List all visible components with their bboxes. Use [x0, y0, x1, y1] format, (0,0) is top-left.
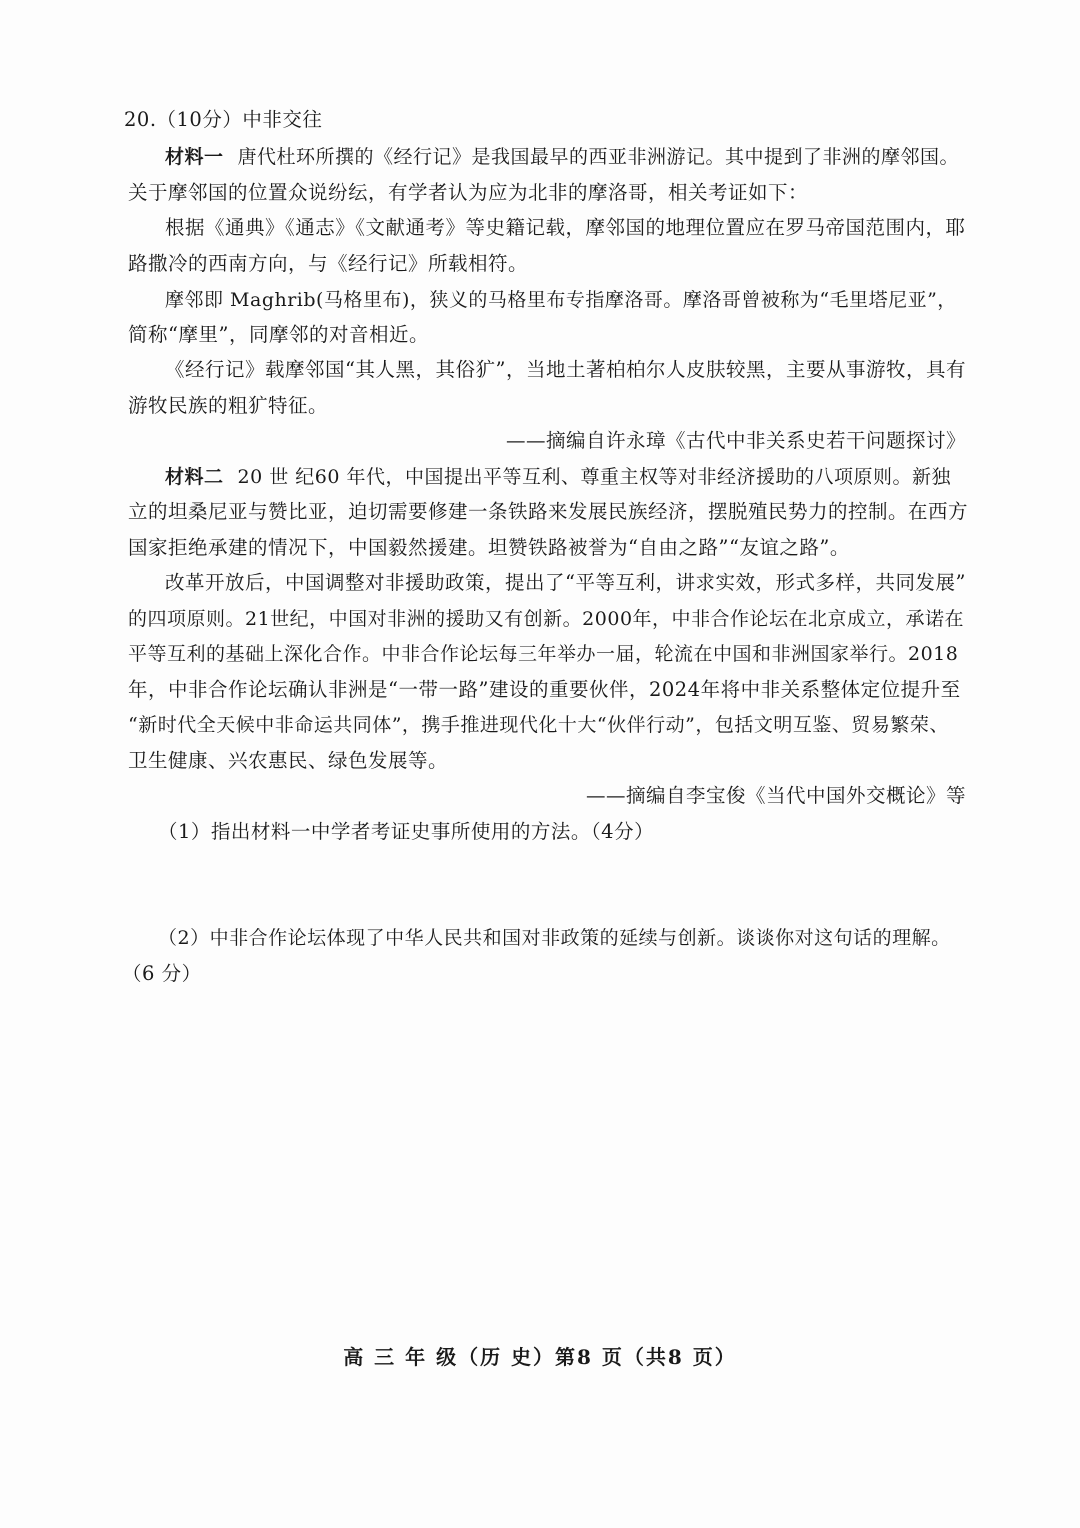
material2-line-6: 平等互利的基础上深化合作。中非合作论坛每三年举办一届，轮流在中国和非洲国家举行。2018: [128, 643, 959, 665]
material2-label: 材料二: [165, 466, 224, 488]
material1-source: ——摘编自许永璋《古代中非关系史若干问题探讨》: [505, 429, 966, 452]
question-header: 20.（10分）中非交往: [124, 108, 323, 131]
material2-line-4: 改革开放后，中国调整对非援助政策，提出了“平等互利，讲求实效，形式多样，共同发展”: [165, 571, 966, 594]
material1-line-6: 简称“摩里”，同摩邻的对音相近。: [128, 323, 429, 346]
material1-line-4: 路撒冷的西南方向，与《经行记》所载相符。: [128, 252, 529, 275]
material2-line-9: 卫生健康、兴农惠民、绿色发展等。: [128, 749, 449, 772]
material2-line-2: 立的坦桑尼亚与赞比亚，迫切需要修建一条铁路来发展民族经济，摆脱殖民势力的控制。在西方: [128, 500, 969, 523]
subquestion-2-line-1: （2）中非合作论坛体现了中华人民共和国对非政策的延续与创新。谈谈你对这句话的理解。: [158, 927, 951, 949]
material2-text-1: 20 世 纪60 年代，中国提出平等互利、尊重主权等对非经济援助的八项原则。新独: [237, 466, 951, 488]
material1-text-1: 唐代杜环所撰的《经行记》是我国最早的西亚非洲游记。其中提到了非洲的摩邻国。: [237, 146, 960, 168]
material2-line-8: “新时代全天候中非命运共同体”，携手推进现代化十大“伙伴行动”，包括文明互鉴、贸易繁荣、: [128, 714, 949, 736]
material1-line-7: 《经行记》载摩邻国“其人黑，其俗犷”，当地土著柏柏尔人皮肤较黑，主要从事游牧，具有: [165, 358, 966, 381]
material2-line-1: [165, 465, 951, 489]
material1-line-2: 关于摩邻国的位置众说纷纭，有学者认为应为北非的摩洛哥，相关考证如下：: [128, 181, 809, 204]
material1-line-1: [165, 145, 959, 169]
material1-line-3: 根据《通典》《通志》《文献通考》等史籍记载，摩邻国的地理位置应在罗马帝国范围内，耶: [165, 216, 966, 239]
material2-source: ——摘编自李宝俊《当代中国外交概论》等: [585, 784, 966, 807]
subquestion-1: （1）指出材料一中学者考证史事所使用的方法。（4分）: [158, 820, 655, 843]
material1-line-5: 摩邻即 Maghrib(马格里布)，狭义的马格里布专指摩洛哥。摩洛哥曾被称为“毛里塔尼亚”，: [165, 289, 957, 311]
page-footer: 高 三 年 级（历 史）第8 页（共8 页）: [343, 1345, 737, 1369]
material1-line-8: 游牧民族的粗犷特征。: [128, 394, 329, 417]
material1-label: 材料一: [165, 146, 224, 168]
subquestion-2-line-2: （6 分）: [122, 962, 202, 985]
material2-line-3: 国家拒绝承建的情况下，中国毅然援建。坦赞铁路被誉为“自由之路”“友谊之路”。: [128, 536, 850, 559]
material2-line-7: 年，中非合作论坛确认非洲是“一带一路”建设的重要伙伴，2024年将中非关系整体定位提升至: [128, 678, 961, 701]
material2-line-5: 的四项原则。21世纪，中国对非洲的援助又有创新。2000年，中非合作论坛在北京成立，承诺在: [128, 608, 965, 630]
